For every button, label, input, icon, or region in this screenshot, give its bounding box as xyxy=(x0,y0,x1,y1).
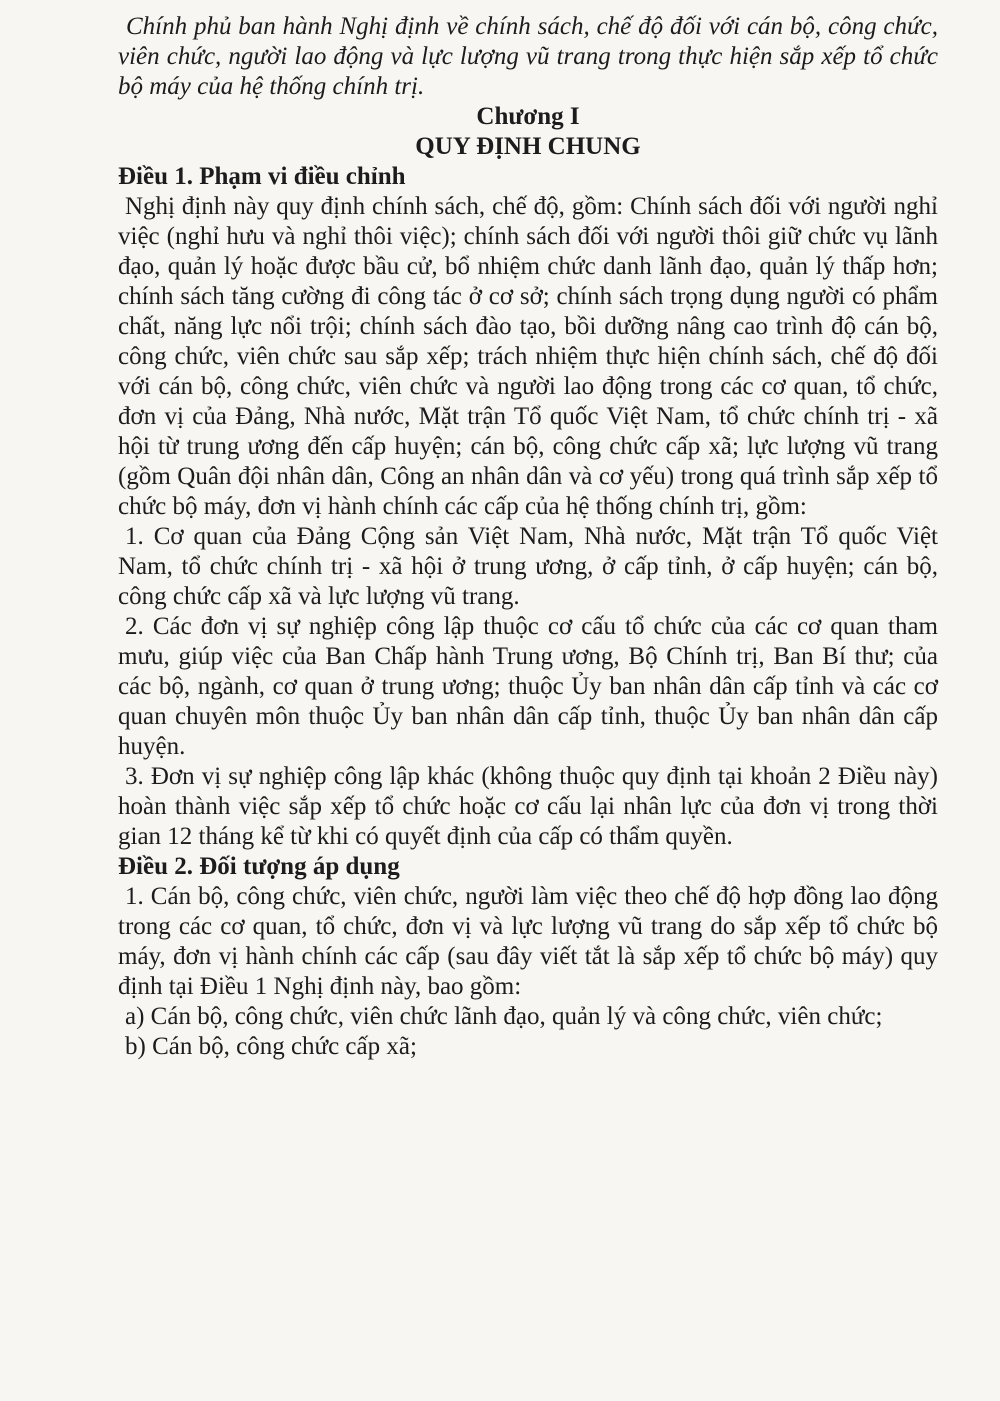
chapter-title: QUY ĐỊNH CHUNG xyxy=(415,133,641,160)
article-2-subitem-b: b) Cán bộ, công chức cấp xã; xyxy=(125,1033,417,1060)
article-1-body: Nghị định này quy định chính sách, chế độ, gồm: Chính sách đối với người nghỉ việc (nghỉ hưu và nghỉ thôi việc); chính sách đối với người thôi giữ chức vụ lãnh đạo, quản lý hoặc được bầu cử, bổ nhiệm chức danh lãnh đạo, quản lý thấp hơn; chính sách tăng cường đi công tác ở cơ sở; chính sách trọng dụng người có phẩm chất, năng lực nổi trội; chính sách đào tạo, bồi dưỡng nâng cao trình độ cán bộ, công chức, viên chức sau sắp xếp; trách nhiệm thực hiện chính sách, chế độ đối với cán bộ, công chức, viên chức và người lao động trong các cơ quan, tổ chức, đơn vị của Đảng, Nhà nước, Mặt trận Tổ quốc Việt Nam, tổ chức chính trị - xã hội từ trung ương đến cấp huyện; cán bộ, công chức cấp xã; lực lượng vũ trang (gồm Quân đội nhân dân, Công an nhân dân và cơ yếu) trong quá trình sắp xếp tổ chức bộ máy, đơn vị hành chính các cấp của hệ thống chính trị, gồm: xyxy=(118,193,938,520)
article-2-subitem-a: a) Cán bộ, công chức, viên chức lãnh đạo, quản lý và công chức, viên chức; xyxy=(125,1003,883,1030)
article-1-heading: Điều 1. Phạm vi điều chỉnh xyxy=(118,163,406,190)
intro-paragraph: Chính phủ ban hành Nghị định về chính sách, chế độ đối với cán bộ, công chức, viên chức, người lao động và lực lượng vũ trang trong thực hiện sắp xếp tổ chức bộ máy của hệ thống chính trị. xyxy=(118,13,938,100)
article-1-item-2: 2. Các đơn vị sự nghiệp công lập thuộc cơ cấu tổ chức của các cơ quan tham mưu, giúp việc của Ban Chấp hành Trung ương, Bộ Chính trị, Ban Bí thư; của các bộ, ngành, cơ quan ở trung ương; thuộc Ủy ban nhân dân cấp tỉnh và các cơ quan chuyên môn thuộc Ủy ban nhân dân cấp tỉnh, thuộc Ủy ban nhân dân cấp huyện. xyxy=(118,613,938,760)
article-2-item-1: 1. Cán bộ, công chức, viên chức, người làm việc theo chế độ hợp đồng lao động trong các cơ quan, tổ chức, đơn vị và lực lượng vũ trang do sắp xếp tổ chức bộ máy, đơn vị hành chính các cấp (sau đây viết tắt là sắp xếp tổ chức bộ máy) quy định tại Điều 1 Nghị định này, bao gồm: xyxy=(118,883,938,1000)
article-2-heading: Điều 2. Đối tượng áp dụng xyxy=(118,853,400,880)
chapter-number: Chương I xyxy=(476,103,580,130)
article-1-item-3: 3. Đơn vị sự nghiệp công lập khác (không thuộc quy định tại khoản 2 Điều này) hoàn thành việc sắp xếp tổ chức hoặc cơ cấu lại nhân lực của đơn vị trong thời gian 12 tháng kể từ khi có quyết định của cấp có thẩm quyền. xyxy=(118,763,938,850)
article-1-item-1: 1. Cơ quan của Đảng Cộng sản Việt Nam, Nhà nước, Mặt trận Tổ quốc Việt Nam, tổ chức chính trị - xã hội ở trung ương, ở cấp tỉnh, ở cấp huyện; cán bộ, công chức cấp xã và lực lượng vũ trang. xyxy=(118,523,938,610)
